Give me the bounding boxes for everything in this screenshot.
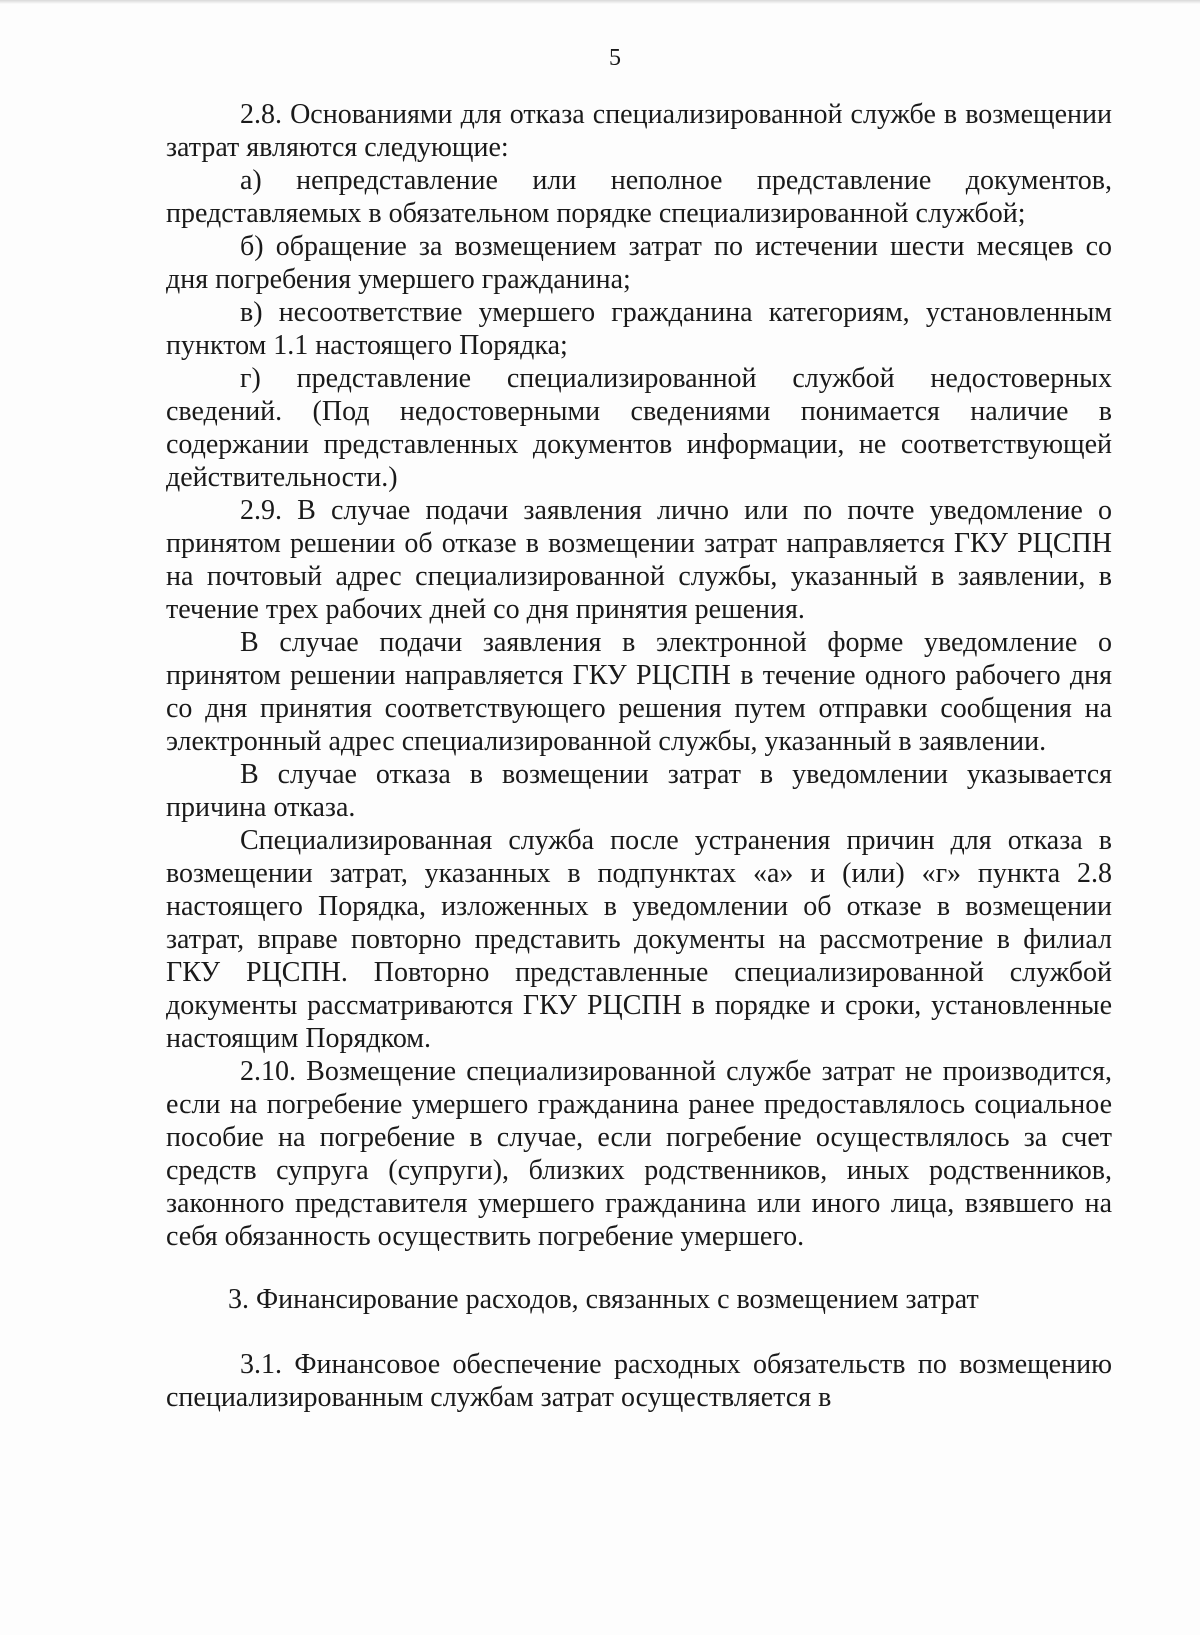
- paragraph-2-9-resubmission: Специализированная служба после устранения причин для отказа в возмещении затрат, указанных в подпунктах «а» и (или) «г» пункта 2.8 настоящего Порядка, изложенных в уведомлении об отказе в возмещении затрат, вправе повторно представить документы на рассмотрение в филиал ГКУ РЦСПН. Повторно представленные специализированной службой документы рассматриваются ГКУ РЦСПН в порядке и сроки, установленные настоящим Порядком.: [166, 825, 1112, 1054]
- paragraph-3-1: 3.1. Финансовое обеспечение расходных обязательств по возмещению специализированным службам затрат осуществляется в: [166, 1349, 1112, 1413]
- document-body: [166, 98, 1112, 1414]
- paragraph-2-8: 2.8. Основаниями для отказа специализированной службе в возмещении затрат являются следующие:: [166, 99, 1112, 163]
- paragraph-2-8-v: в) несоответствие умершего гражданина категориям, установленным пунктом 1.1 настоящего Порядка;: [166, 297, 1112, 361]
- scan-top-edge: [0, 0, 1200, 4]
- paragraph-2-9: 2.9. В случае подачи заявления лично или по почте уведомление о принятом решении об отказе в возмещении затрат направляется ГКУ РЦСПН на почтовый адрес специализированной службы, указанный в заявлении, в течение трех рабочих дней со дня принятия решения.: [166, 495, 1112, 625]
- section-3-heading: 3. Финансирование расходов, связанных с возмещением затрат: [228, 1284, 979, 1315]
- paragraph-2-8-a: а) непредставление или неполное представление документов, представляемых в обязательном порядке специализированной службой;: [166, 165, 1112, 229]
- paragraph-2-10: 2.10. Возмещение специализированной службе затрат не производится, если на погребение умершего гражданина ранее предоставлялось социальное пособие на погребение в случае, если погребение осуществлялось за счет средств супруга (супруги), близких родственников, иных родственников, законного представителя умершего гражданина или иного лица, взявшего на себя обязанность осуществить погребение умершего.: [166, 1056, 1112, 1252]
- paragraph-2-9-electronic: В случае подачи заявления в электронной форме уведомление о принятом решении направляется ГКУ РЦСПН в течение одного рабочего дня со дня принятия соответствующего решения путем отправки сообщения на электронный адрес специализированной службы, указанный в заявлении.: [166, 627, 1112, 757]
- paragraph-2-8-b: б) обращение за возмещением затрат по истечении шести месяцев со дня погребения умершего гражданина;: [166, 231, 1112, 295]
- paragraph-2-9-refusal-reason: В случае отказа в возмещении затрат в уведомлении указывается причина отказа.: [166, 759, 1112, 823]
- paragraph-2-8-g: г) представление специализированной службой недостоверных сведений. (Под недостоверными сведениями понимается наличие в содержании представленных документов информации, не соответствующей действительности.): [166, 363, 1112, 493]
- page-number: 5: [609, 45, 621, 71]
